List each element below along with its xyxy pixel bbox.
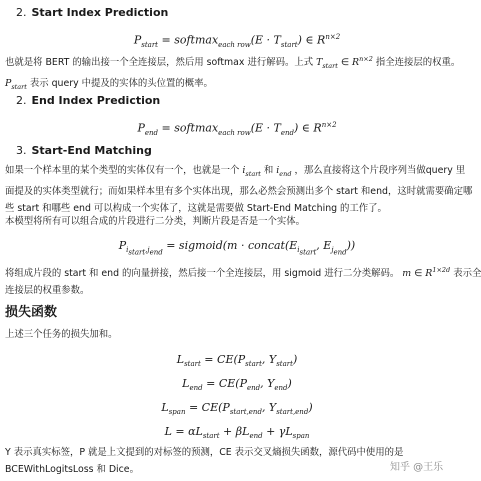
- paragraph-notation-line-2: BCEWithLogitsLoss 和 Dice。: [5, 464, 139, 475]
- paragraph-start-text-b: 指全连接层的权重。: [375, 57, 461, 69]
- paragraph-concat: [5, 262, 481, 299]
- paragraph-concat-text-b: 表示全: [453, 268, 481, 280]
- paragraph-start-line-2: $P_{start}$ 表示 query 中提及的实体的头位置的概率。: [5, 78, 213, 91]
- equation-p-start: $P_{start}$ = softmax$_{each row}$(E · $T_{start}$) ∈ $R^{n\times 2}$: [133, 33, 341, 49]
- paragraph-notation-line-1: Y 表示真实标签，P 就是上文提到的对标签的预测，CE 表示交叉熵损失函数，源代码中使用的是: [5, 447, 404, 458]
- start-end-matching-title: Start-End Matching: [31, 144, 152, 157]
- start-index-number: 2.: [16, 6, 27, 19]
- paragraph-loss-sum: [5, 326, 469, 343]
- start-index-title: Start Index Prediction: [31, 6, 169, 19]
- paragraph-matching-text-b: 和: [263, 165, 274, 176]
- equation-l-span: $L_{span} = CE(P_{start,end}$, $Y_{start,end}$): [161, 401, 313, 417]
- end-index-title: End Index Prediction: [31, 94, 161, 107]
- paragraph-binary-classification: [5, 213, 469, 230]
- loss-function-heading: 损失函数: [5, 305, 58, 320]
- paragraph-concat-text-a: 将组成片段的 start 和 end 的向量拼接，然后接一个全连接层，用 sigmoid 进行二分类解码。: [5, 268, 400, 280]
- paragraph-start-explanation: [5, 51, 469, 96]
- end-index-number: 2.: [16, 94, 27, 107]
- paragraph-loss-sum-line-1: 上述三个任务的损失加和。: [5, 329, 118, 340]
- paragraph-matching-text-c: ，那么直接将这个片段序列当做query 里: [294, 165, 466, 176]
- paragraph-matching: [5, 162, 473, 217]
- start-end-matching-heading: [16, 144, 152, 157]
- paragraph-concat-line-1: 将组成片段的 start 和 end 的向量拼接，然后接一个全连接层，用 sigmoid 进行二分类解码。 m ∈ $R^{1\times 2d}$ 表示全: [5, 266, 481, 280]
- equation-p-start-end: $P_{i_{start},j_{end}}$ = sigmoid(m · $concat(E_{i_{start}}$, $E_{j_{end}}$)): [118, 239, 356, 257]
- zhihu-watermark: 知乎 @王乐: [390, 462, 444, 473]
- start-end-matching-number: 3.: [16, 144, 27, 157]
- paragraph-matching-text-a: 如果一个样本里的某个类型的实体仅有一个，也就是一个: [5, 165, 240, 176]
- paragraph-matching-line-2: 面提及的实体类型就行；而如果样本里有多个实体出现，那么必然会预测出多个 start 和end，这时就需要确定哪: [5, 185, 473, 197]
- paragraph-start-line-1: 也就是将 BERT 的输出接一个全连接层，然后用 softmax 进行解码。上式 $T_{start}$ ∈ $R^{n\times 2}$ 指全连接层的权重。: [5, 55, 461, 70]
- paragraph-binary-line-1: 本模型将所有可以组合成的片段进行二分类，判断片段是否是一个实体。: [5, 216, 306, 227]
- end-index-heading: [16, 94, 160, 107]
- start-index-heading: [16, 6, 168, 19]
- paragraph-matching-line-3: 些 start 和哪些 end 可以构成一个实体了，这就是需要做 Start-End Matching 的工作了。: [5, 202, 387, 214]
- equation-l-total: $L = \alpha L_{start} + \beta L_{end} + \gamma L_{span}$: [164, 425, 310, 441]
- equation-p-end: $P_{end}$ = softmax$_{each row}$(E · $T_{end}$) ∈ $R^{n\times 2}$: [137, 121, 337, 137]
- equation-l-start: $L_{start} = CE(P_{start}$, $Y_{start}$): [176, 353, 298, 369]
- paragraph-start-text-a: 也就是将 BERT 的输出接一个全连接层，然后用 softmax 进行解码。上式: [5, 57, 314, 69]
- paragraph-matching-line-1: 如果一个样本里的某个类型的实体仅有一个，也就是一个 $i_{start}$ 和 $i_{end}$ ，那么直接将这个片段序列当做query 里: [5, 165, 466, 178]
- paragraph-start-text-c: 表示 query 中提及的实体的头位置的概率。: [29, 78, 213, 89]
- paragraph-concat-line-2: 连接层的权重参数。: [5, 285, 90, 297]
- equation-l-end: $L_{end} = CE(P_{end}$, $Y_{end}$): [182, 377, 292, 393]
